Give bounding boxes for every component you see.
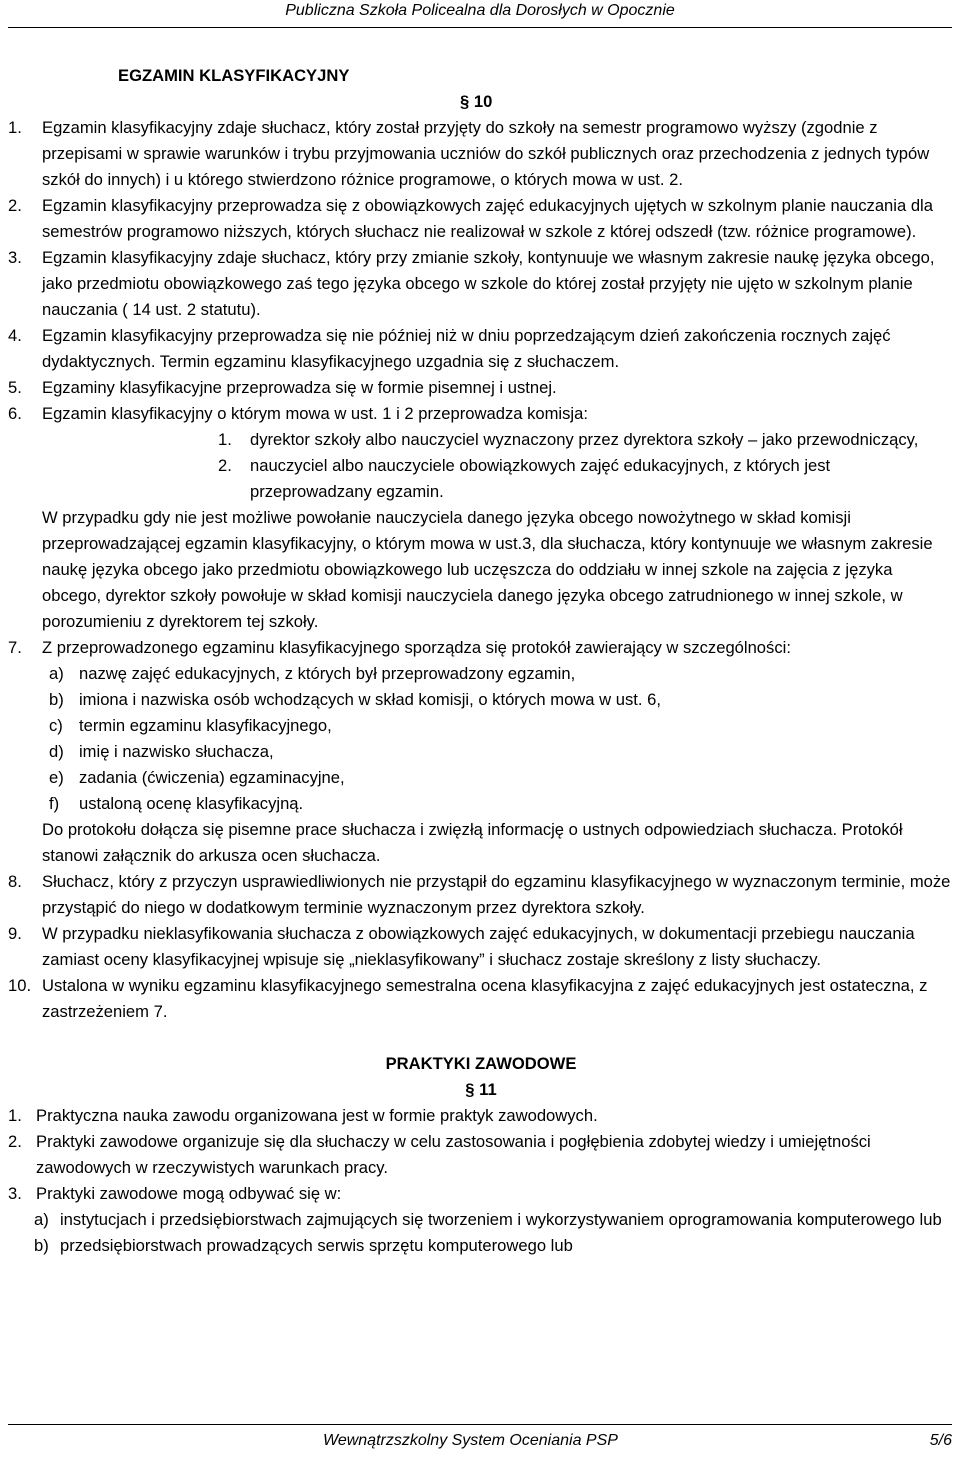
item-number: 10. — [8, 976, 32, 995]
list-item — [8, 661, 954, 687]
item-text: termin egzaminu klasyfikacyjnego, — [79, 716, 332, 735]
item-text: imiona i nazwiska osób wchodzących w skład komisji, o których mowa w ust. 6, — [79, 690, 661, 709]
list-item — [8, 687, 954, 713]
list-item — [8, 401, 954, 427]
list-item — [8, 323, 954, 375]
section-11-symbol: § 11 — [465, 1080, 497, 1099]
item-text: Praktyki zawodowe organizuje się dla słuchaczy w celu zastosowania i pogłębienia zdobytej wiedzy i umiejętności zawodowych w rzeczywistych warunkach pracy. — [36, 1132, 871, 1177]
item-number: a) — [49, 664, 64, 683]
list-item — [8, 973, 954, 1025]
section-11-items — [8, 1103, 954, 1207]
item-text: ustaloną ocenę klasyfikacyjną. — [79, 794, 304, 813]
item-number: d) — [49, 742, 64, 761]
item-text: Z przeprowadzonego egzaminu klasyfikacyjnego sporządza się protokół zawierający w szczególności: — [42, 638, 791, 657]
item-number: a) — [34, 1210, 49, 1229]
item-text: nauczyciel albo nauczyciele obowiązkowych zajęć edukacyjnych, z których jest przeprowadzany egzamin. — [250, 456, 831, 501]
list-item — [8, 713, 954, 739]
page-header: Publiczna Szkoła Policealna dla Dorosłych w Opocznie — [285, 2, 675, 19]
list-item — [8, 427, 954, 453]
list-item — [8, 1233, 954, 1259]
item-6-note: W przypadku gdy nie jest możliwe powołanie nauczyciela danego języka obcego nowożytnego w skład komisji przeprowadzającej egzamin klasyfikacyjny, o którym mowa w ust.3, dla słuchacza, który kontynuuje we własnym zakresie naukę języka obcego jako przedmiotu obowiązkowego lub uczęszcza do oddziału w innej szkole na zajęcia z języka obcego, dyrektor szkoły powołuje w skład komisji nauczyciela danego języka obcego zatrudnionego w innej szkole, w porozumieniu z dyrektorem tej szkoły. — [42, 508, 933, 631]
item-text: instytucjach i przedsiębiorstwach zajmujących się tworzeniem i wykorzystywaniem oprogramowania komputerowego lub — [60, 1210, 942, 1229]
item-text: Słuchacz, który z przyczyn usprawiedliwionych nie przystąpił do egzaminu klasyfikacyjnego w wyznaczonym terminie, może przystąpić do niego w dodatkowym terminie wyznaczonym przez dyrektora szkoły. — [42, 872, 951, 917]
item-number: b) — [49, 690, 64, 709]
list-item — [8, 921, 954, 973]
item-number: 1. — [8, 1106, 22, 1125]
section-11-title: PRAKTYKI ZAWODOWE — [385, 1054, 577, 1073]
item-number: 5. — [8, 378, 22, 397]
item-text: Egzamin klasyfikacyjny o którym mowa w ust. 1 i 2 przeprowadza komisja: — [42, 404, 588, 423]
list-item — [8, 1103, 954, 1129]
item-text: Praktyczna nauka zawodu organizowana jest w formie praktyk zawodowych. — [36, 1106, 598, 1125]
footer-title: Wewnątrzszkolny System Oceniania PSP — [323, 1432, 618, 1449]
item-number: 2. — [8, 1132, 22, 1151]
page-footer — [8, 1424, 952, 1449]
list-item — [8, 791, 954, 817]
item-text: Egzaminy klasyfikacyjne przeprowadza się w formie pisemnej i ustnej. — [42, 378, 557, 397]
item-number: 6. — [8, 404, 22, 423]
list-item — [8, 245, 954, 323]
item-text: W przypadku nieklasyfikowania słuchacza z obowiązkowych zajęć edukacyjnych, w dokumentacji przebiegu nauczania zamiast oceny klasyfikacyjnej wpisuje się „nieklasyfikowany” i słuchacz zostaje skreślony z listy słuchaczy. — [42, 924, 915, 969]
list-item — [8, 869, 954, 921]
item-text: dyrektor szkoły albo nauczyciel wyznaczony przez dyrektora szkoły – jako przewodniczący, — [250, 430, 919, 449]
item-text: zadania (ćwiczenia) egzaminacyjne, — [79, 768, 345, 787]
item-number: 3. — [8, 248, 22, 267]
places-list — [8, 1207, 954, 1259]
item-text: imię i nazwisko słuchacza, — [79, 742, 274, 761]
list-item — [8, 635, 954, 661]
item-text: Egzamin klasyfikacyjny przeprowadza się z obowiązkowych zajęć edukacyjnych ujętych w szkolnym planie nauczania dla semestrów programowo niższych, których słuchacz nie realizował w szkole z której odszedł (tzw. różnice programowe). — [42, 196, 933, 241]
item-number: 4. — [8, 326, 22, 345]
item-number: 3. — [8, 1184, 22, 1203]
list-item — [8, 115, 954, 193]
section-10-items-tail — [8, 869, 954, 1025]
list-item — [8, 375, 954, 401]
item-number: 2. — [8, 196, 22, 215]
item-text: Egzamin klasyfikacyjny przeprowadza się nie później niż w dniu poprzedzającym dzień zakończenia rocznych zajęć dydaktycznych. Termin egzaminu klasyfikacyjnego uzgadnia się z słuchaczem. — [42, 326, 891, 371]
list-item — [8, 1129, 954, 1181]
item-number: 1. — [218, 430, 232, 449]
list-item — [8, 193, 954, 245]
list-item — [8, 1207, 954, 1233]
list-item — [8, 739, 954, 765]
item-text: Ustalona w wyniku egzaminu klasyfikacyjnego semestralna ocena klasyfikacyjna z zajęć edukacyjnych jest ostateczna, z zastrzeżeniem 7. — [42, 976, 928, 1021]
list-item — [8, 453, 954, 505]
item-number: 1. — [8, 118, 22, 137]
committee-list — [8, 427, 954, 505]
item-text: nazwę zajęć edukacyjnych, z których był przeprowadzony egzamin, — [79, 664, 576, 683]
item-number: 7. — [8, 638, 22, 657]
item-number: f) — [49, 794, 60, 813]
item-7-note: Do protokołu dołącza się pisemne prace słuchacza i zwięzłą informację o ustnych odpowiedziach słuchacza. Protokół stanowi załącznik do arkusza ocen słuchacza. — [42, 820, 903, 865]
section-10-items — [8, 115, 954, 427]
section-10-title: EGZAMIN KLASYFIKACYJNY — [118, 66, 350, 85]
document-body — [8, 63, 954, 1259]
item-text: przedsiębiorstwach prowadzących serwis sprzętu komputerowego lub — [60, 1236, 573, 1255]
item-number: b) — [34, 1236, 49, 1255]
item-number: c) — [49, 716, 63, 735]
header-divider — [8, 27, 952, 28]
item-text: Praktyki zawodowe mogą odbywać się w: — [36, 1184, 342, 1203]
section-10-symbol: § 10 — [460, 92, 493, 111]
item-number: 2. — [218, 456, 232, 475]
item-number: 9. — [8, 924, 22, 943]
list-item — [8, 1181, 954, 1207]
protocol-list — [8, 661, 954, 817]
list-item — [8, 765, 954, 791]
item-number: 8. — [8, 872, 22, 891]
item-text: Egzamin klasyfikacyjny zdaje słuchacz, który przy zmianie szkoły, kontynuuje we własnym zakresie naukę języka obcego, jako przedmiotu obowiązkowego zaś tego języka obcego w szkole do której został przyjęty nie ujęto w szkolnym planie nauczania ( 14 ust. 2 statutu). — [42, 248, 935, 319]
item-number: e) — [49, 768, 64, 787]
item-text: Egzamin klasyfikacyjny zdaje słuchacz, który został przyjęty do szkoły na semestr programowo wyższy (zgodnie z przepisami w sprawie warunków i trybu przyjmowania uczniów do szkół publicznych oraz przechodzenia z jednych typów szkół do innych) i u którego stwierdzono różnice programowe, o których mowa w ust. 2. — [42, 118, 930, 189]
page-number: 5/6 — [929, 1432, 952, 1449]
